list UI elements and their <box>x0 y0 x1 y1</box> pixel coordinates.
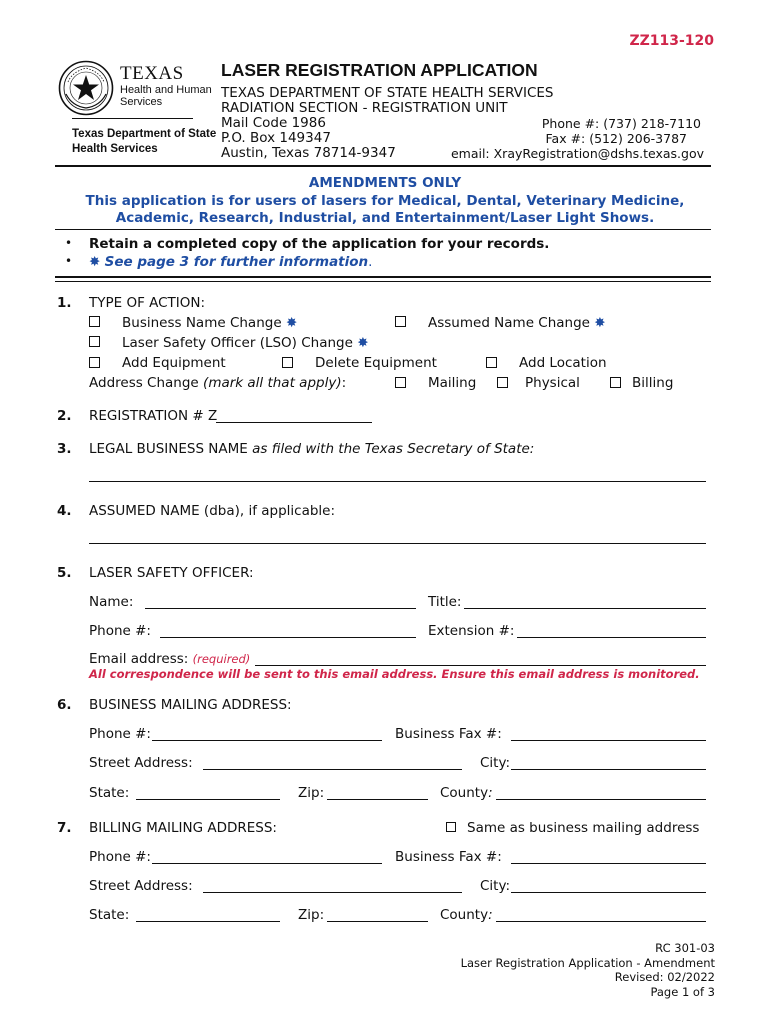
header-divider <box>55 165 711 167</box>
amendments-only: AMENDMENTS ONLY <box>308 175 462 191</box>
billing-street-label: Street Address: <box>89 878 193 894</box>
section-divider-top <box>55 276 711 278</box>
star-icon: ✸ <box>285 315 298 331</box>
lso-email-field[interactable] <box>255 665 706 666</box>
lso-extension-label: Extension #: <box>428 623 515 639</box>
billing-city-field[interactable] <box>511 892 706 893</box>
billing-label: Billing <box>632 375 674 391</box>
logo-hhs-line2: Services <box>120 96 163 108</box>
logo-dept-line1: Texas Department of State <box>72 128 217 140</box>
add-location-checkbox[interactable] <box>486 357 497 368</box>
logo-dept-line2: Health Services <box>72 143 158 155</box>
lso-title-field[interactable] <box>464 608 706 609</box>
registration-number-field[interactable] <box>216 422 372 423</box>
phone-number: Phone #: (737) 218-7110 <box>541 116 701 131</box>
business-county-label: County: <box>440 785 493 801</box>
billing-checkbox[interactable] <box>610 377 621 388</box>
billing-county-field[interactable] <box>496 921 706 922</box>
assumed-name-change-label: Assumed Name Change ✸ <box>428 315 606 331</box>
delete-equipment-label: Delete Equipment <box>315 355 437 371</box>
same-as-business-checkbox[interactable] <box>446 822 456 832</box>
see-page-3-text: See page 3 for further information <box>104 254 369 270</box>
business-state-field[interactable] <box>136 799 280 800</box>
lso-email-label: Email address: (required) <box>89 651 251 667</box>
business-phone-field[interactable] <box>152 740 382 741</box>
lso-phone-field[interactable] <box>160 637 416 638</box>
assumed-name-change-checkbox[interactable] <box>395 316 406 327</box>
fax-number: Fax #: (512) 206-3787 <box>545 131 687 146</box>
physical-label: Physical <box>525 375 580 391</box>
add-equipment-checkbox[interactable] <box>89 357 100 368</box>
business-street-field[interactable] <box>203 769 462 770</box>
billing-fax-field[interactable] <box>511 863 706 864</box>
billing-phone-label: Phone #: <box>89 849 151 865</box>
billing-phone-field[interactable] <box>152 863 382 864</box>
section-3-number: 3. <box>57 441 72 457</box>
lso-extension-field[interactable] <box>517 637 706 638</box>
billing-county-label: County: <box>440 907 493 923</box>
footer-form-code: RC 301-03 <box>655 941 715 955</box>
billing-street-field[interactable] <box>203 892 462 893</box>
mailing-checkbox[interactable] <box>395 377 406 388</box>
logo-texas: TEXAS <box>120 63 184 84</box>
add-location-label: Add Location <box>519 355 607 371</box>
legal-business-name-field[interactable] <box>89 481 706 482</box>
legal-business-name-label: LEGAL BUSINESS NAME as filed with the Texas Secretary of State: <box>89 441 535 457</box>
bullet-1: • <box>65 236 73 250</box>
laser-safety-officer-label: LASER SAFETY OFFICER: <box>89 565 254 581</box>
agency-name: TEXAS DEPARTMENT OF STATE HEALTH SERVICES <box>221 85 554 101</box>
lso-name-field[interactable] <box>145 608 416 609</box>
city-state-zip: Austin, Texas 78714-9347 <box>221 145 396 161</box>
billing-state-label: State: <box>89 907 130 923</box>
business-fax-label: Business Fax #: <box>395 726 502 742</box>
billing-zip-field[interactable] <box>327 921 428 922</box>
business-zip-label: Zip: <box>298 785 325 801</box>
lso-change-checkbox[interactable] <box>89 336 100 347</box>
star-icon: ✸ <box>357 335 369 351</box>
star-icon: ✸ <box>594 315 606 331</box>
po-box: P.O. Box 149347 <box>221 130 331 146</box>
logo-divider <box>72 118 193 119</box>
lso-name-label: Name: <box>89 594 134 610</box>
section-6-number: 6. <box>57 697 72 713</box>
contact-email: email: XrayRegistration@dshs.texas.gov <box>450 146 704 161</box>
business-name-change-label: Business Name Change ✸ <box>122 315 298 331</box>
business-state-label: State: <box>89 785 130 801</box>
form-id: ZZ113-120 <box>629 33 714 49</box>
intro-line1: This application is for users of lasers for Medical, Dental, Veterinary Medicine, <box>85 193 685 209</box>
same-as-business-label: Same as business mailing address <box>467 820 700 836</box>
type-of-action-label: TYPE OF ACTION: <box>89 295 206 311</box>
business-street-label: Street Address: <box>89 755 193 771</box>
section-1-number: 1. <box>57 295 72 311</box>
section-2-number: 2. <box>57 408 72 424</box>
see-page-3-period: . <box>368 254 373 270</box>
assumed-name-field[interactable] <box>89 543 706 544</box>
address-change-label: Address Change (mark all that apply): <box>89 375 347 391</box>
logo-hhs-line1: Health and Human <box>120 84 212 96</box>
bullet-see-page-3 <box>89 254 372 270</box>
billing-mailing-address-label: BILLING MAILING ADDRESS: <box>89 820 277 836</box>
business-name-change-checkbox[interactable] <box>89 316 100 327</box>
business-county-field[interactable] <box>496 799 706 800</box>
bullet-retain-copy: Retain a completed copy of the application for your records. <box>89 236 550 252</box>
lso-change-label: Laser Safety Officer (LSO) Change ✸ <box>122 335 369 351</box>
intro-line2: Academic, Research, Industrial, and Entertainment/Laser Light Shows. <box>115 210 655 226</box>
star-icon: ✸ <box>89 254 101 270</box>
business-city-field[interactable] <box>511 769 706 770</box>
billing-city-label: City: <box>480 878 511 894</box>
email-notice: All correspondence will be sent to this email address. Ensure this email address is monitored. <box>89 667 700 681</box>
texas-seal-icon <box>58 60 114 116</box>
delete-equipment-checkbox[interactable] <box>282 357 293 368</box>
business-city-label: City: <box>480 755 511 771</box>
section-7-number: 7. <box>57 820 72 836</box>
intro-divider <box>55 229 711 230</box>
footer-revised: Revised: 02/2022 <box>614 970 715 984</box>
bullet-2: • <box>65 254 73 268</box>
footer-page-number: Page 1 of 3 <box>650 985 715 999</box>
lso-phone-label: Phone #: <box>89 623 151 639</box>
lso-title-label: Title: <box>428 594 462 610</box>
business-mailing-address-label: BUSINESS MAILING ADDRESS: <box>89 697 292 713</box>
required-note: (required) <box>192 652 251 666</box>
registration-number-label: REGISTRATION # Z <box>89 408 218 424</box>
business-fax-field[interactable] <box>511 740 706 741</box>
physical-checkbox[interactable] <box>497 377 508 388</box>
assumed-name-label: ASSUMED NAME (dba), if applicable: <box>89 503 336 519</box>
page-title: LASER REGISTRATION APPLICATION <box>221 60 538 80</box>
billing-fax-label: Business Fax #: <box>395 849 502 865</box>
section-5-number: 5. <box>57 565 72 581</box>
mailing-label: Mailing <box>428 375 477 391</box>
business-phone-label: Phone #: <box>89 726 151 742</box>
unit-name: RADIATION SECTION - REGISTRATION UNIT <box>221 100 508 116</box>
billing-state-field[interactable] <box>136 921 280 922</box>
add-equipment-label: Add Equipment <box>122 355 226 371</box>
section-divider-bottom <box>55 281 711 282</box>
mail-code: Mail Code 1986 <box>221 115 326 131</box>
footer-form-name: Laser Registration Application - Amendment <box>460 956 715 970</box>
billing-zip-label: Zip: <box>298 907 325 923</box>
business-zip-field[interactable] <box>327 799 428 800</box>
section-4-number: 4. <box>57 503 72 519</box>
